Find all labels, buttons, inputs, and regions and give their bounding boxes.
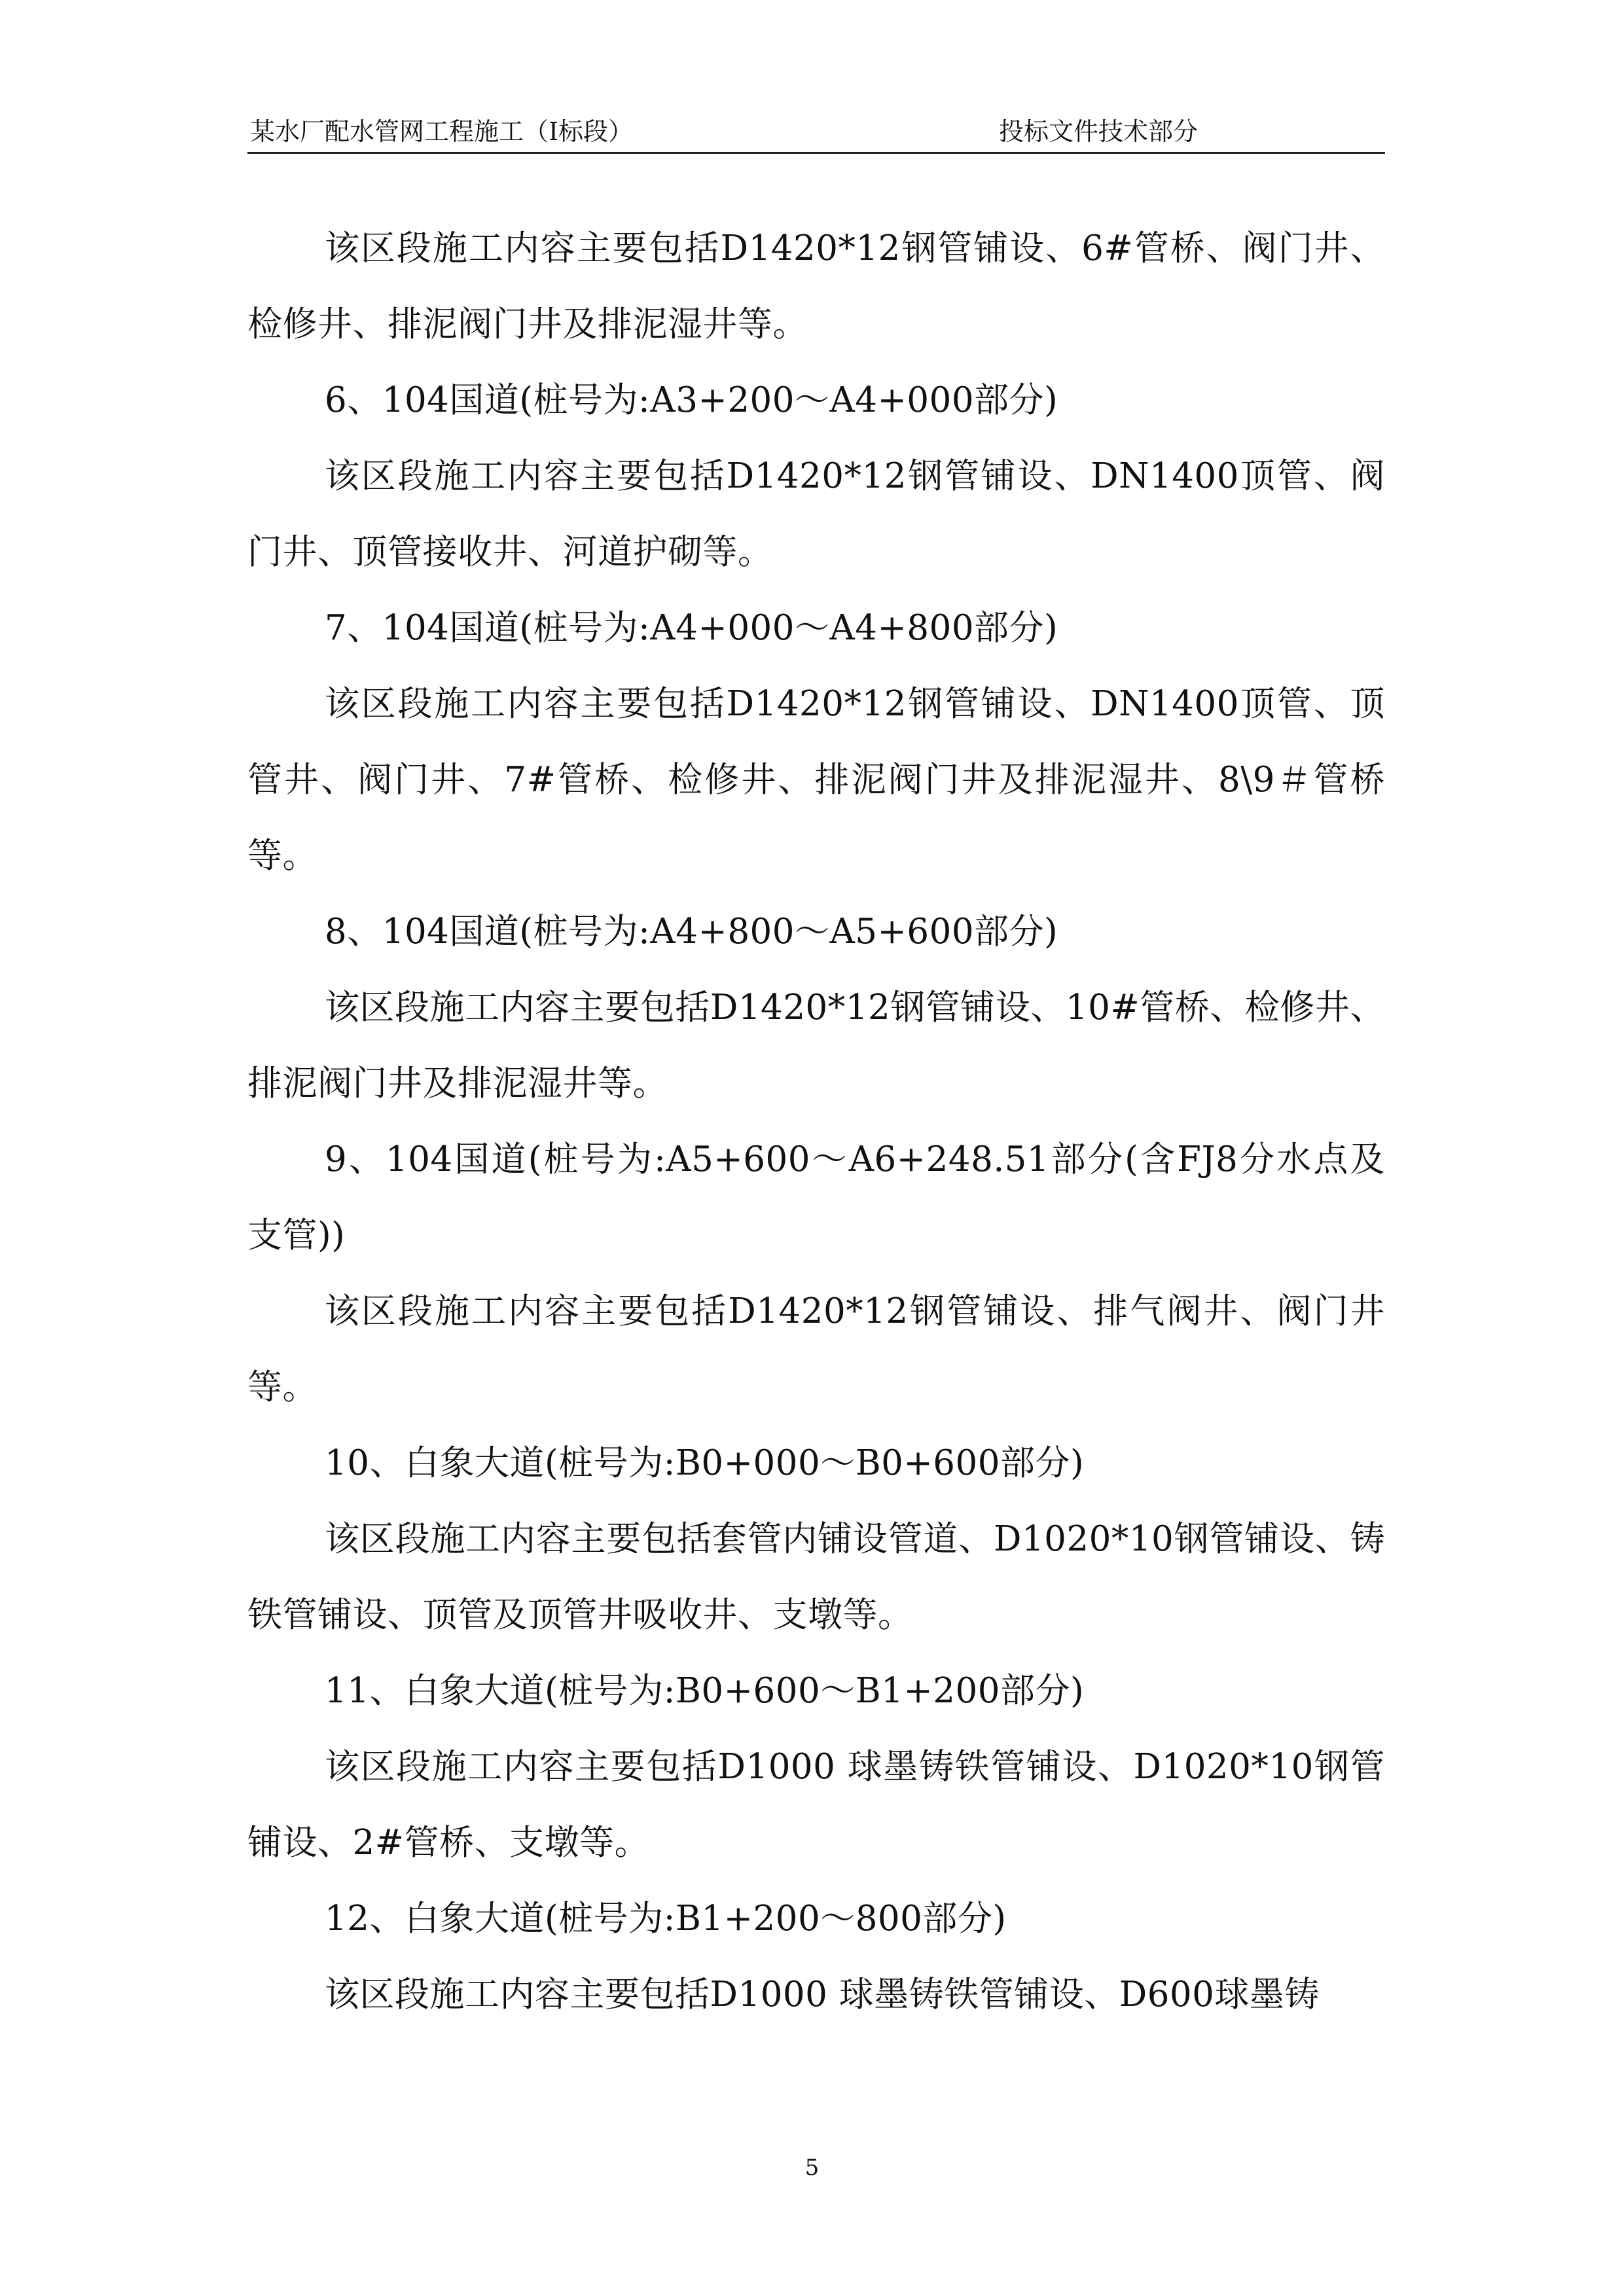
section-heading: 7、104国道(桩号为:A4+000～A4+800部分) [325,608,1058,648]
section-heading: 12、白象大道(桩号为:B1+200～800部分) [325,1899,1007,1939]
paragraph: 该区段施工内容主要包括D1000 球墨铸铁管铺设、D600球墨铸 [325,1975,1320,2015]
header-project-title: 某水厂配水管网工程施工（Ⅰ标段） [250,117,634,146]
header-section-title: 投标文件技术部分 [999,117,1199,146]
page-header [247,111,1385,154]
body-text [247,211,1385,2033]
paragraph: 该区段施工内容主要包括套管内铺设管道、D1020*10钢管铺设、铸铁管铺设、顶管及顶管井吸收井、支墩等。 [247,1519,1385,1635]
page-number: 5 [804,2155,820,2181]
paragraph: 该区段施工内容主要包括D1420*12钢管铺设、10#管桥、检修井、排泥阀门井及排泥湿井等。 [247,988,1385,1103]
paragraph: 该区段施工内容主要包括D1420*12钢管铺设、DN1400顶管、阀门井、顶管接收井、河道护砌等。 [247,456,1385,572]
section-heading: 8、104国道(桩号为:A4+800～A5+600部分) [325,912,1058,952]
paragraph: 该区段施工内容主要包括D1420*12钢管铺设、DN1400顶管、顶管井、阀门井、7#管桥、检修井、排泥阀门井及排泥湿井、8\9＃管桥等。 [247,684,1385,876]
paragraph: 该区段施工内容主要包括D1000 球墨铸铁管铺设、D1020*10钢管铺设、2#管桥、支墩等。 [247,1747,1385,1863]
paragraph: 该区段施工内容主要包括D1420*12钢管铺设、6#管桥、阀门井、检修井、排泥阀门井及排泥湿井等。 [247,228,1385,344]
section-heading: 10、白象大道(桩号为:B0+000～B0+600部分) [325,1443,1085,1483]
paragraph: 该区段施工内容主要包括D1420*12钢管铺设、排气阀井、阀门井等。 [247,1291,1385,1407]
section-heading: 6、104国道(桩号为:A3+200～A4+000部分) [325,380,1058,420]
section-heading: 11、白象大道(桩号为:B0+600～B1+200部分) [325,1671,1085,1711]
section-heading: 9、104国道(桩号为:A5+600～A6+248.51部分(含FJ8分水点及支管)) [247,1139,1385,1255]
